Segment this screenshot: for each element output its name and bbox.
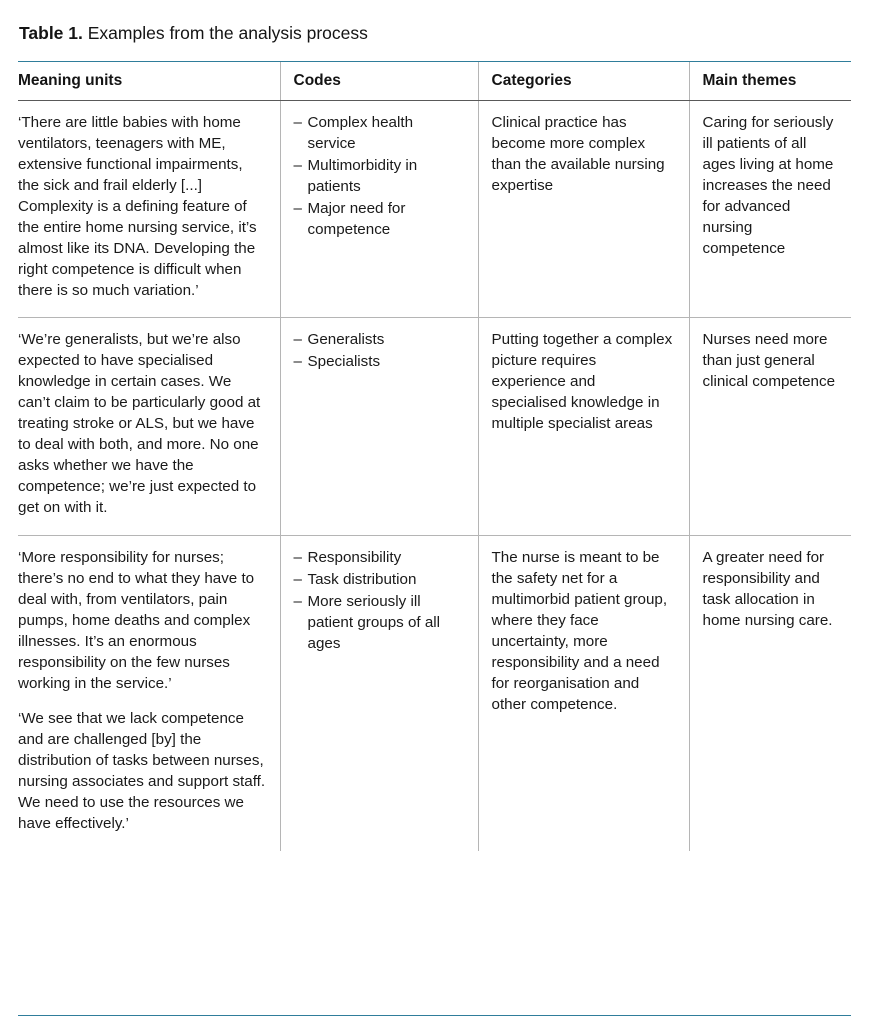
table-header-row: [18, 62, 851, 101]
main-theme-text: Caring for seriously ill patients of all ages living at home increases the need for advanced nursing competence: [702, 113, 834, 257]
cell-main-themes: [689, 318, 851, 536]
table-caption: [18, 22, 851, 45]
table-bottom-rule: [18, 1015, 851, 1016]
cell-categories: [478, 100, 689, 318]
meaning-unit-quote: ‘We see that we lack competence and are challenged [by] the distribution of tasks between nurses, nursing associates and support staff. We need to use the resources we have effectively.’: [18, 709, 266, 832]
meaning-unit-quote: ‘There are little babies with home ventilators, teenagers with ME, extensive functional impairments, the sick and frail elderly [...] Complexity is a defining feature of the entire home nursing service, it’s almost like its DNA. Developing the right competence is difficult when there is so much variation.’: [18, 113, 257, 299]
code-item: – Multimorbidity in patients: [294, 156, 464, 198]
column-header-main-themes: Main themes: [689, 62, 851, 101]
table-caption-text: Examples from the analysis process: [87, 23, 368, 43]
code-item: – Task distribution: [294, 570, 464, 591]
cell-codes: [280, 318, 478, 536]
code-item: – Specialists: [294, 352, 464, 373]
main-theme-text: A greater need for responsibility and task allocation in home nursing care.: [702, 549, 833, 630]
category-text: Putting together a complex picture requires experience and specialised knowledge in multiple specialist areas: [491, 331, 673, 433]
codes-list: [294, 330, 464, 373]
analysis-process-table: [18, 62, 851, 851]
column-header-meaning-units: Meaning units: [18, 62, 280, 101]
codes-list: [294, 113, 464, 241]
cell-meaning-units: [18, 318, 280, 536]
code-item: – Generalists: [294, 330, 464, 351]
cell-categories: [478, 536, 689, 851]
category-text: The nurse is meant to be the safety net for a multimorbid patient group, where they face uncertainty, more responsibility and a need for reorganisation and other competence.: [491, 549, 668, 713]
column-header-categories: Categories: [478, 62, 689, 101]
cell-main-themes: [689, 536, 851, 851]
column-header-codes: Codes: [280, 62, 478, 101]
cell-codes: [280, 100, 478, 318]
cell-meaning-units: [18, 536, 280, 851]
cell-main-themes: [689, 100, 851, 318]
meaning-unit-quote: ‘More responsibility for nurses; there’s no end to what they have to deal with, from ventilators, pain pumps, home deaths and complex illnesses. It’s an enormous responsibility on the few nurses working in the service.’: [18, 549, 255, 692]
table-row: [18, 318, 851, 536]
table-row: [18, 100, 851, 318]
codes-list: [294, 548, 464, 655]
table-row: [18, 536, 851, 851]
code-item: – Complex health service: [294, 113, 464, 155]
cell-meaning-units: [18, 100, 280, 318]
category-text: Clinical practice has become more complex than the available nursing expertise: [491, 113, 665, 194]
main-theme-text: Nurses need more than just general clinical competence: [702, 331, 836, 391]
code-item: – Major need for competence: [294, 199, 464, 241]
table-caption-label: Table 1.: [19, 23, 83, 43]
code-item: – More seriously ill patient groups of all ages: [294, 592, 464, 655]
meaning-unit-quote: ‘We’re generalists, but we’re also expected to have specialised knowledge in certain cases. We can’t claim to be particularly good at treating stroke or ALS, but we have to deal with both, and more. No one asks whether we have the competence; we’re just expected to get on with it.: [18, 331, 261, 517]
cell-codes: [280, 536, 478, 851]
cell-categories: [478, 318, 689, 536]
code-item: – Responsibility: [294, 548, 464, 569]
